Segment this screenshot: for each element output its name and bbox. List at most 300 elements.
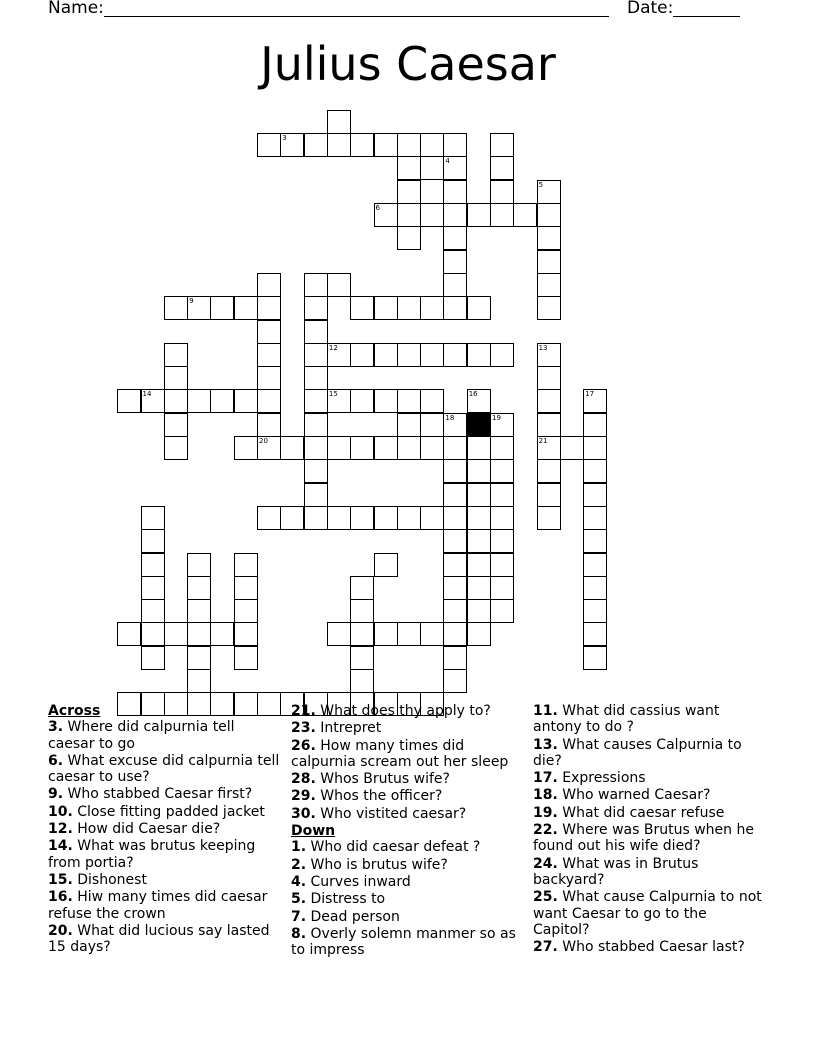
crossword-cell[interactable] [234,389,258,413]
clue-item-text: Who warned Caesar? [557,787,711,804]
clue-item-number: 8. [291,925,307,942]
clue-item-text: What cause Calpurnia to not want Caesar to go to the Capitol? [533,889,762,938]
crossword-cell[interactable] [490,576,514,600]
clue-column-2 [291,703,523,959]
clue-item-text: What was in Brutus backyard? [533,855,699,888]
crossword-cell[interactable] [583,622,607,646]
clue-item-number: 26. [291,737,316,754]
clue-number: 3 [282,134,287,143]
crossword-cell[interactable] [327,133,351,157]
clue-item [48,889,280,922]
crossword-cell[interactable] [257,389,281,413]
crossword-cell[interactable] [467,389,491,413]
clue-item-number: 17. [533,770,558,787]
crossword-cell[interactable] [304,343,328,367]
clue-item [533,856,765,889]
crossword-cell[interactable] [490,413,514,437]
date-label: Date: [627,0,674,18]
crossword-cell[interactable] [374,506,398,530]
clue-item-number: 25. [533,889,558,906]
clue-number: 17 [585,390,595,399]
clue-item [291,926,523,959]
crossword-cell[interactable] [187,576,211,600]
crossword-cell[interactable] [490,553,514,577]
clue-item-number: 1. [291,839,307,856]
clue-item-text: What did cassius want antony to do ? [533,703,720,736]
crossword-cell[interactable] [583,436,607,460]
clue-number: 19 [492,413,501,422]
crossword-cell[interactable] [327,273,351,297]
clue-heading: Across [48,703,101,719]
crossword-cell[interactable] [280,133,304,157]
clue-item [48,923,280,956]
crossword-cell[interactable] [537,506,561,530]
crossword-cell[interactable] [537,436,561,460]
crossword-cell[interactable] [467,506,491,530]
crossword-cell[interactable] [467,576,491,600]
crossword-cell[interactable] [467,529,491,553]
crossword-cell[interactable] [397,203,421,227]
crossword-cell[interactable] [490,436,514,460]
crossword-cell[interactable] [537,343,561,367]
crossword-cell[interactable] [304,296,328,320]
clue-item-text: What excuse did calpurnia tell caesar to use? [48,752,280,786]
crossword-cell[interactable] [560,436,584,460]
crossword-cell[interactable] [537,296,561,320]
clue-number: 15 [328,390,338,399]
clue-item-text: Who stabbed Caesar last? [557,939,745,956]
clue-item-number: 18. [533,787,558,804]
crossword-cell[interactable] [350,622,374,646]
crossword-cell[interactable] [583,529,607,553]
crossword-cell[interactable] [234,553,258,577]
crossword-cell[interactable] [234,646,258,670]
clue-item-number: 7. [291,908,307,925]
crossword-cell[interactable] [420,622,444,646]
crossword-cell[interactable] [443,273,467,297]
clue-item-text: Whos the officer? [315,788,443,805]
crossword-cell[interactable] [397,226,421,250]
crossword-cell[interactable] [257,296,281,320]
crossword-cell[interactable] [374,296,398,320]
clue-item-number: 13. [533,736,558,753]
crossword-cell[interactable] [141,646,165,670]
crossword-cell[interactable] [374,436,398,460]
crossword-cell[interactable] [374,389,398,413]
clue-item-number: 21. [291,703,316,719]
clue-item [291,891,523,907]
crossword-cell[interactable] [397,343,421,367]
crossword-cell[interactable] [583,459,607,483]
clue-number: 5 [538,180,544,189]
clue-item-number: 23. [291,720,316,737]
clue-item [533,703,765,736]
clue-item-text: Where did calpurnia tell caesar to go [48,719,235,752]
crossword-cell[interactable] [537,180,561,204]
clue-number: 18 [445,413,455,422]
crossword-cell[interactable] [397,156,421,180]
clue-number: 9 [189,297,194,306]
crossword-cell[interactable] [257,413,281,437]
clue-item-number: 6. [48,752,64,769]
crossword-cell[interactable] [443,506,467,530]
crossword-cell[interactable] [234,436,258,460]
crossword-cell[interactable] [397,506,421,530]
crossword-cell[interactable] [583,506,607,530]
crossword-cell[interactable] [537,366,561,390]
crossword-cell[interactable] [420,156,444,180]
crossword-cell[interactable] [397,180,421,204]
crossword-cell[interactable] [443,576,467,600]
clue-item [291,703,523,719]
clue-number: 4 [445,157,450,166]
crossword-cell[interactable] [513,203,537,227]
clue-item [291,806,523,822]
crossword-cell[interactable] [141,622,165,646]
crossword-cell[interactable] [537,203,561,227]
crossword-cell[interactable] [397,296,421,320]
crossword-cell[interactable] [467,483,491,507]
crossword-cell[interactable] [420,389,444,413]
clue-number: 12 [328,343,338,352]
crossword-cell[interactable] [187,599,211,623]
crossword-cell[interactable] [583,576,607,600]
crossword-cell[interactable] [374,343,398,367]
crossword-cell[interactable] [374,203,398,227]
crossword-cell[interactable] [350,343,374,367]
crossword-cell[interactable] [537,413,561,437]
crossword-cell[interactable] [210,622,234,646]
clue-item-number: 3. [48,719,64,736]
crossword-cell[interactable] [257,506,281,530]
crossword-cell[interactable] [280,436,304,460]
crossword-cell[interactable] [141,599,165,623]
crossword-cell[interactable] [420,133,444,157]
crossword-cell[interactable] [304,133,328,157]
crossword-cell[interactable] [304,389,328,413]
crossword-cell[interactable] [304,273,328,297]
crossword-cell[interactable] [234,296,258,320]
crossword-cell[interactable] [117,389,141,413]
crossword-cell[interactable] [327,506,351,530]
crossword-cell[interactable] [443,413,467,437]
clue-number: 20 [259,437,268,445]
crossword-cell[interactable] [304,436,328,460]
clue-item-number: 16. [48,889,73,906]
clue-item [533,822,765,855]
crossword-cell[interactable] [443,553,467,577]
crossword-cell[interactable] [141,529,165,553]
clue-item-number: 30. [291,805,316,822]
clue-item-text: Who is brutus wife? [306,856,448,873]
crossword-cell[interactable] [187,669,211,693]
crossword-cell[interactable] [490,343,514,367]
crossword-cell[interactable] [327,389,351,413]
clue-item-number: 14. [48,838,73,855]
crossword-cell[interactable] [467,343,491,367]
clue-item-number: 20. [48,922,73,939]
crossword-cell[interactable] [443,436,467,460]
crossword-cell[interactable] [327,622,351,646]
crossword-cell[interactable] [490,459,514,483]
crossword-cell[interactable] [420,436,444,460]
crossword-cell[interactable] [234,576,258,600]
crossword-cell[interactable] [187,389,211,413]
crossword-cell[interactable] [397,436,421,460]
crossword-cell[interactable] [257,320,281,344]
clue-item [291,839,523,855]
crossword-cell[interactable] [304,413,328,437]
clue-item-text: Close fitting padded jacket [72,803,265,820]
crossword-cell[interactable] [210,389,234,413]
crossword-cell[interactable] [443,529,467,553]
crossword-cell[interactable] [327,436,351,460]
crossword-cell[interactable] [583,413,607,437]
crossword-cell[interactable] [397,389,421,413]
clue-item-number: 15. [48,871,73,888]
crossword-cell[interactable] [583,483,607,507]
crossword-cell[interactable] [187,553,211,577]
clue-item [48,872,280,888]
crossword-cell[interactable] [443,180,467,204]
crossword-cell[interactable] [443,203,467,227]
crossword-cell[interactable] [443,133,467,157]
clue-item-text: Intrepret [315,720,382,737]
crossword-cell[interactable] [583,646,607,670]
clue-item-number: 4. [291,873,307,890]
crossword-cell[interactable] [164,622,188,646]
clue-item-text: Whos Brutus wife? [315,771,450,788]
clue-item-number: 19. [533,804,558,821]
crossword-cell[interactable] [164,366,188,390]
crossword-cell[interactable] [420,506,444,530]
crossword-cell[interactable] [443,459,467,483]
crossword-cell[interactable] [141,553,165,577]
crossword-cell[interactable] [490,599,514,623]
clue-item-text: Expressions [557,770,646,787]
clue-item [291,738,523,771]
crossword-cell[interactable] [397,622,421,646]
crossword-cell[interactable] [350,669,374,693]
crossword-cell[interactable] [164,296,188,320]
crossword-cell[interactable] [420,203,444,227]
crossword-cell[interactable] [374,133,398,157]
clue-item [48,719,280,752]
clue-item-text: Dead person [306,908,400,925]
clue-item-number: 5. [291,891,307,908]
crossword-cell[interactable] [304,459,328,483]
clue-item [48,804,280,820]
crossword-cell[interactable] [141,389,165,413]
clue-item [533,805,765,821]
clue-item-text: How many times did calpurnia scream out her sleep [291,737,509,770]
clue-item [291,771,523,787]
clue-item [48,838,280,871]
clue-heading: Down [291,823,336,840]
crossword-cell[interactable] [537,250,561,274]
clue-item-text: Distress to [306,891,386,908]
crossword-cell[interactable] [537,226,561,250]
crossword-cell[interactable] [210,296,234,320]
crossword-cell[interactable] [490,203,514,227]
crossword-cell[interactable] [350,133,374,157]
crossword-cell[interactable] [374,553,398,577]
crossword-cell[interactable] [443,296,467,320]
clue-item [291,857,523,873]
clue-item-text: What did caesar refuse [557,804,725,821]
clue-item [533,787,765,803]
clue-item-text: Where was Brutus when he found out his wife died? [533,822,754,855]
crossword-cell[interactable] [350,506,374,530]
crossword-cell[interactable] [141,506,165,530]
crossword-cell[interactable] [257,366,281,390]
crossword-cell[interactable] [234,622,258,646]
crossword-cell[interactable] [397,133,421,157]
clue-item [48,821,280,837]
crossword-cell[interactable] [327,110,351,134]
clue-number: 14 [142,390,152,399]
clue-item-text: What did lucious say lasted 15 days? [48,922,270,956]
crossword-cell[interactable] [467,296,491,320]
clue-item-number: 28. [291,771,316,788]
crossword-cell[interactable] [537,483,561,507]
clue-item-number: 2. [291,856,307,873]
crossword-cell[interactable] [490,483,514,507]
crossword-cell[interactable] [304,483,328,507]
crossword-cell[interactable] [443,622,467,646]
crossword-cell[interactable] [187,296,211,320]
clue-item [48,786,280,802]
clue-item-number: 12. [48,821,73,838]
crossword-cell[interactable] [350,599,374,623]
crossword-cell[interactable] [374,622,398,646]
crossword-cell[interactable] [304,366,328,390]
clue-item [291,720,523,736]
clue-number: 6 [375,204,380,212]
clue-item [291,874,523,890]
clue-item-number: 22. [533,822,558,839]
crossword-cell[interactable] [490,156,514,180]
crossword-cell[interactable] [443,646,467,670]
clue-item [533,939,765,955]
crossword-cell[interactable] [537,389,561,413]
crossword-cell[interactable] [164,343,188,367]
crossword-cell[interactable] [350,646,374,670]
clue-item [291,788,523,804]
crossword-black-cell [467,413,491,437]
crossword-cell[interactable] [443,226,467,250]
crossword-cell[interactable] [350,296,374,320]
clue-item-text: What was brutus keeping from portia? [48,838,256,871]
clue-item-number: 29. [291,788,316,805]
crossword-cell[interactable] [164,413,188,437]
clue-item-text: Who stabbed Caesar first? [63,786,253,803]
crossword-cell[interactable] [280,506,304,530]
crossword-cell[interactable] [164,389,188,413]
clue-number: 13 [538,343,548,352]
crossword-cell[interactable] [443,343,467,367]
crossword-cell[interactable] [327,343,351,367]
crossword-cell[interactable] [304,320,328,344]
crossword-cell[interactable] [141,576,165,600]
crossword-cell[interactable] [490,529,514,553]
crossword-cell[interactable] [467,459,491,483]
crossword-cell[interactable] [443,250,467,274]
clue-item-text: Who did caesar defeat ? [306,839,481,856]
clue-item-number: 9. [48,786,64,803]
crossword-cell[interactable] [397,413,421,437]
name-label: Name: [48,0,104,18]
crossword-cell[interactable] [257,273,281,297]
crossword-cell[interactable] [234,599,258,623]
crossword-cell[interactable] [257,436,281,460]
crossword-cell[interactable] [187,646,211,670]
crossword-cell[interactable] [467,599,491,623]
crossword-cell[interactable] [350,576,374,600]
crossword-cell[interactable] [537,459,561,483]
clue-item-text: What causes Calpurnia to die? [533,736,742,769]
clue-item-text: How did Caesar die? [72,821,221,838]
clue-item-number: 10. [48,803,73,820]
crossword-cell[interactable] [257,133,281,157]
crossword-cell[interactable] [583,389,607,413]
crossword-cell[interactable] [583,553,607,577]
crossword-cell[interactable] [490,133,514,157]
clue-column-1 [48,703,280,956]
crossword-cell[interactable] [187,622,211,646]
clue-column-3 [533,703,765,956]
crossword-cell[interactable] [490,506,514,530]
crossword-cell[interactable] [467,203,491,227]
clue-item-text: Hiw many times did caesar refuse the crown [48,889,268,922]
crossword-cell[interactable] [420,343,444,367]
crossword-cell[interactable] [420,296,444,320]
crossword-cell[interactable] [467,622,491,646]
crossword-cell[interactable] [443,483,467,507]
crossword-cell[interactable] [350,389,374,413]
crossword-cell[interactable] [304,506,328,530]
clue-item [291,909,523,925]
crossword-cell[interactable] [467,436,491,460]
crossword-cell[interactable] [164,436,188,460]
clue-item-text: What does thy apply to? [315,703,491,719]
clue-item [533,737,765,770]
crossword-cell[interactable] [537,273,561,297]
crossword-cell[interactable] [117,622,141,646]
clue-item [48,753,280,786]
crossword-cell[interactable] [350,436,374,460]
crossword-cell[interactable] [490,180,514,204]
clue-item-number: 27. [533,939,558,956]
clue-item-number: 11. [533,703,558,719]
crossword-cell[interactable] [420,413,444,437]
clue-item-number: 24. [533,855,558,872]
page-title: Julius Caesar [260,37,556,91]
clue-item-text: Overly solemn manmer so as to impress [291,925,516,959]
clue-item-text: Dishonest [72,871,147,888]
clue-number: 16 [468,390,478,399]
crossword-cell[interactable] [443,669,467,693]
crossword-cell[interactable] [443,599,467,623]
clue-item-text: Who vistited caesar? [315,805,467,822]
crossword-cell[interactable] [467,553,491,577]
clue-item-text: Curves inward [306,873,411,890]
crossword-cell[interactable] [443,156,467,180]
clue-item [533,889,765,938]
clue-item [533,770,765,786]
crossword-cell[interactable] [257,343,281,367]
crossword-cell[interactable] [583,599,607,623]
